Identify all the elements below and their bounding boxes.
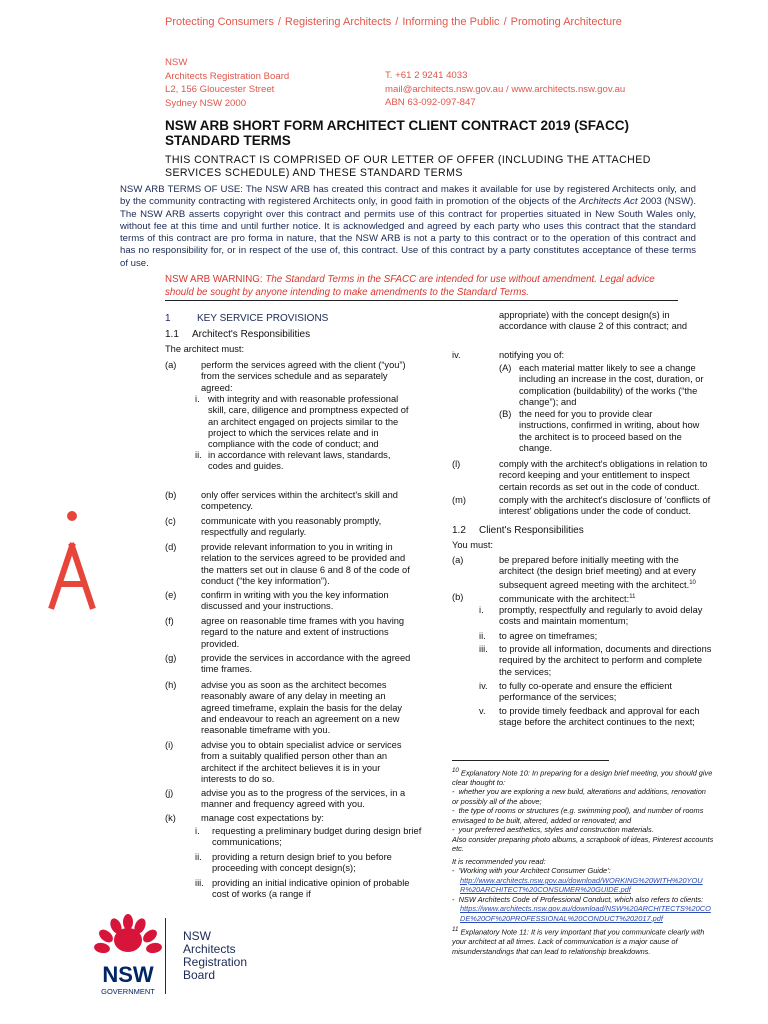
clause-label: i.	[195, 826, 200, 836]
clause-text-body: comply with the architect's obligations in relation to record keeping and your entitlement to inspect certain records as set out in the code of conduct.	[499, 459, 708, 492]
header-address	[165, 56, 289, 110]
subsection-number: 1.1	[165, 329, 179, 340]
clause-text-body: comply with the architect's disclosure of 'conflicts of interest' obligations under the code of conduct.	[499, 495, 711, 517]
clause-label: (l)	[452, 459, 461, 469]
clause-text-body: advise you as to the progress of the services, in a manner and frequency agreed with you.	[201, 788, 406, 810]
footnote-10-item-text: the type of rooms or structures (e.g. swimming pool), and number of rooms envisaged to be built, altered, added or renovated; and	[452, 806, 704, 825]
warning-label: NSW ARB WARNING:	[165, 274, 263, 285]
clause-label: (g)	[165, 653, 177, 663]
clause-text-body: confirm in writing with you the key information discussed and your instructions.	[201, 590, 389, 612]
footnote-10-marker: 10	[452, 767, 459, 774]
clause-label: (m)	[452, 495, 466, 505]
clause-text-body: providing an initial indicative opinion of probable cost of works (a range if	[212, 878, 410, 900]
header-phone: T. +61 2 9241 4033	[385, 70, 468, 81]
clause-label: (a)	[165, 360, 177, 370]
clause-text	[201, 740, 416, 785]
clause-text-body: providing a return design brief to you before proceeding with concept design(s);	[212, 852, 392, 874]
clause-text	[499, 706, 714, 729]
clause-text	[208, 450, 413, 473]
clause-text-body: requesting a preliminary budget during design brief communications;	[212, 826, 422, 848]
clause-text-body: communicate with the architect:	[499, 594, 630, 605]
clause-text-body: perform the services agreed with the client (“you”) from the services schedule and as separately agreed:	[201, 360, 406, 393]
clause-text	[499, 631, 714, 642]
clause-label: i.	[479, 605, 484, 615]
header-abn: ABN 63-092-097-847	[385, 97, 476, 109]
section-title: KEY SERVICE PROVISIONS	[197, 313, 329, 324]
subsection-number-2: 1.2	[452, 525, 466, 536]
header-city: Sydney NSW 2000	[165, 97, 247, 109]
clause-text-body: communicate with you reasonably promptly, respectfully and regularly.	[201, 516, 382, 538]
clause-text-body: agree on reasonable time frames with you having regard to the nature and extent of instructions provided.	[201, 616, 405, 649]
clause-label: (B)	[499, 409, 512, 419]
logo-divider	[165, 918, 166, 994]
footnote-read2-text: NSW Architects Code of Professional Conduct, which also refers to clients:	[458, 894, 704, 904]
clause-label: ii.	[479, 631, 486, 641]
divider	[165, 300, 678, 301]
tagline-item: Informing the Public	[402, 16, 500, 28]
footnote-10-item-text: whether you are exploring a new build, alterations and additions, renovation or possibly all of the above;	[452, 787, 706, 806]
subsection-heading-2	[452, 525, 584, 536]
clause-label: v.	[479, 706, 486, 716]
clause-text-body: notifying you of:	[499, 350, 565, 360]
terms-text-b: 2003 (NSW). The NSW ARB asserts copyright over this contract and permits use of this contract for properties situated in New South Wales only, without fee at this time and until further notice. It is acknowledged and agreed by each party who uses this contract that the standard terms of this contract are pro forma in nature, that the NSW ARB is not a party to this contract or to the operation of this contract and has no responsibility for, or in respect of the use of, this contract. Use of this contract by a party constitutes acceptance of these terms of use.	[120, 196, 696, 269]
clause-text-body: with integrity and with reasonable professional skill, care, diligence and promptness expected of an architect engaged on projects similar to the project to which the services relate and in compliance with the code of conduct; and	[208, 394, 409, 450]
clause-text-body: to agree on timeframes;	[499, 631, 598, 641]
terms-act: Architects Act	[579, 196, 638, 208]
clause-label: iv.	[479, 681, 488, 691]
clause-text-body: only offer services within the architect's skill and competency.	[201, 490, 398, 512]
clause-text-body: appropriate) with the concept design(s) in accordance with clause 2 of this contract; and	[499, 310, 688, 332]
footnote-10-read1: - 'Working with your Architect Consumer Guide':	[452, 866, 611, 876]
intro-text-2: You must:	[452, 540, 494, 550]
header-street: L2, 156 Gloucester Street	[165, 84, 275, 96]
document-title: NSW ARB SHORT FORM ARCHITECT CLIENT CONTRACT 2019 (SFACC) STANDARD TERMS	[165, 118, 629, 148]
arb-name-line: Board	[183, 968, 216, 982]
clause-text	[499, 644, 714, 678]
clause-text-body: advise you to obtain specialist advice or services from a suitably qualified person other than an architect if the architect believes it is in your interests to do so.	[201, 740, 402, 784]
clause-text-body: advise you as soon as the architect becomes reasonably aware of any delay in meeting an agreed timeframe, explain the basis for the delay and endeavour to reach an agreement on a new reasonable timeframe with you.	[201, 680, 403, 736]
right-column	[452, 310, 717, 760]
clause-text-body: manage cost expectations by:	[201, 813, 324, 823]
clause-text	[201, 653, 416, 676]
footnote-11-marker: 11	[452, 926, 459, 934]
footnote-10-head	[452, 766, 714, 787]
clause-text	[201, 360, 416, 394]
clause-label: (j)	[165, 788, 174, 798]
clause-text-body: provide relevant information to you in writing in relation to the services agreed to be provided and the matters set out in clause 6 and 8 of the code of conduct (“the key information”).	[201, 542, 410, 586]
clause-label: (e)	[165, 590, 177, 600]
document-subtitle: THIS CONTRACT IS COMPRISED OF OUR LETTER OF OFFER (INCLUDING THE ATTACHED SERVICES SCHEDULE) AND THESE STANDARD TERMS	[165, 154, 651, 179]
footnotes	[452, 766, 714, 956]
clause-text-body: be prepared before initially meeting with the architect (the design brief meeting) and at every subsequent agreed meeting with the architect.	[499, 555, 696, 590]
clause-label: (k)	[165, 813, 176, 823]
nsw-logo-text: NSW	[102, 962, 154, 987]
consumer-guide-link[interactable]: http://www.architects.nsw.gov.au/download/WORKING%20WITH%20YOUR%20ARCHITECT%20CONSUMER%20GUIDE.pdf	[460, 875, 703, 895]
clause-text	[499, 681, 714, 704]
clause-label: (f)	[165, 616, 174, 626]
clause-text	[201, 813, 416, 824]
arb-name-line: NSW	[183, 929, 211, 943]
footnote-ref[interactable]: 11	[629, 594, 636, 600]
clause-text	[201, 516, 416, 539]
clause-text	[499, 310, 714, 333]
clause-label: iv.	[452, 350, 461, 360]
subsection-title-2: Client's Responsibilities	[479, 525, 584, 536]
footnote-10-also: Also consider preparing photo albums, a scrapbook of ideas, Pinterest accounts etc.	[452, 834, 714, 854]
footnote-10-rec: It is recommended you read:	[452, 856, 546, 866]
clause-label: ii.	[195, 852, 202, 862]
arb-name-line: Architects	[183, 942, 236, 956]
clause-text	[201, 788, 416, 811]
footnote-10-item: - the type of rooms or structures (e.g. swimming pool), and number of rooms envisaged to be built, altered, added or renovated; and	[452, 806, 704, 825]
header-org-short: NSW	[165, 57, 188, 68]
clause-label: iii.	[195, 878, 204, 888]
arb-logo-name	[183, 930, 247, 982]
clause-text-body: in accordance with relevant laws, standards, codes and guides.	[208, 450, 391, 472]
clause-text-body: to provide timely feedback and approval for each stage before the architect continues to the next;	[499, 706, 700, 728]
footnote-10-read2: - NSW Architects Code of Professional Conduct, which also refers to clients:	[452, 894, 704, 904]
clause-label: ii.	[195, 450, 202, 460]
subsection-title: Architect's Responsibilities	[192, 329, 311, 340]
clause-label: (b)	[165, 490, 177, 500]
clause-text	[208, 394, 413, 450]
clause-label: (b)	[452, 592, 464, 602]
clause-text	[499, 459, 714, 493]
clause-text	[201, 490, 416, 513]
subsection-heading	[165, 329, 311, 340]
footnote-link-1[interactable]	[452, 876, 714, 895]
government-logo-text: GOVERNMENT	[101, 987, 155, 996]
arb-name-line: Registration	[183, 955, 248, 969]
nsw-waratah-logo-icon	[88, 912, 168, 1002]
clause-text	[212, 826, 422, 849]
clause-text	[519, 363, 704, 408]
footnote-read1-text: 'Working with your Architect Consumer Guide':	[458, 866, 611, 876]
clause-text-body: the need for you to provide clear instructions, confirmed in writing, about how the architect is to proceed based on the change.	[519, 409, 700, 453]
clause-text-body: each material matter likely to see a change including an increase in the cost, duration, or complication (buildability) of the works (“the change”); and	[519, 363, 704, 407]
footnote-ref[interactable]: 10	[689, 579, 696, 586]
footnote-link-2[interactable]	[452, 904, 714, 923]
terms-text-a: The NSW ARB has created this contract and makes it available for use by registered Architects only, and by the community contracting with registered Architects only, in good faith in promotion of the objects of the	[120, 184, 696, 208]
clause-text-body: to provide all information, documents and directions required by the architect to perform and complete the services;	[499, 644, 712, 677]
section-heading	[165, 313, 329, 324]
terms-of-use	[120, 184, 696, 270]
clause-text	[499, 350, 714, 361]
clause-text	[201, 680, 416, 736]
left-column	[165, 310, 425, 910]
clause-text	[499, 555, 714, 591]
tagline-item: Promoting Architecture	[510, 16, 622, 28]
footnote-11	[452, 925, 714, 956]
clause-label: (a)	[452, 555, 464, 565]
tagline-sep: /	[277, 16, 281, 28]
clause-text	[499, 495, 714, 518]
clause-label: i.	[195, 394, 200, 404]
footnote-10-item-text: your preferred aesthetics, styles and construction materials.	[458, 825, 654, 835]
footnote-11-text: Explanatory Note 11: It is very important that you communicate clearly with your architect at all times. Lack of communication is a major cause of misunderstandings that can lead to relationship breakdowns.	[452, 927, 705, 956]
tagline-item: Protecting Consumers	[165, 16, 274, 28]
clause-text-body: promptly, respectfully and regularly to avoid delay costs and maintain momentum;	[499, 605, 703, 627]
tagline-sep: /	[503, 16, 507, 28]
tagline-item: Registering Architects	[284, 16, 392, 28]
clause-label: (c)	[165, 516, 176, 526]
clause-text-body: provide the services in accordance with the agreed time frames.	[201, 653, 411, 675]
clause-text	[212, 878, 422, 901]
clause-label: (h)	[165, 680, 177, 690]
clause-text-body: to fully co-operate and ensure the efficient performance of the services;	[499, 681, 672, 703]
tagline	[165, 16, 622, 28]
clause-label: iii.	[479, 644, 488, 654]
intro-text: The architect must:	[165, 344, 245, 354]
footnote-divider	[452, 760, 609, 761]
clause-text	[201, 616, 416, 650]
clause-text	[499, 605, 714, 628]
arb-a-logo-icon	[48, 510, 108, 618]
clause-text	[201, 590, 416, 613]
clause-label: (d)	[165, 542, 177, 552]
header-web-links[interactable]: mail@architects.nsw.gov.au / www.architects.nsw.gov.au	[385, 83, 626, 95]
terms-label: NSW ARB TERMS OF USE:	[120, 184, 243, 195]
header-org: Architects Registration Board	[165, 70, 290, 82]
clause-text	[212, 852, 422, 875]
footnote-10-text: Explanatory Note 10: In preparing for a design brief meeting, you should give clear thought to:	[452, 768, 713, 787]
section-number: 1	[165, 313, 171, 324]
clause-label: (i)	[165, 740, 174, 750]
code-of-conduct-link[interactable]: https://www.architects.nsw.gov.au/download/NSW%20ARCHITECTS%20CODE%20OF%20PROFESSIONAL%20CONDUCT%202017.pdf	[460, 904, 711, 923]
warning-block	[165, 273, 685, 299]
clause-text	[519, 409, 704, 454]
header-contact	[385, 69, 625, 110]
clause-label: (A)	[499, 363, 512, 373]
footnote-10-item: - your preferred aesthetics, styles and construction materials.	[452, 825, 654, 835]
tagline-sep: /	[395, 16, 399, 28]
footnote-10-item: - whether you are exploring a new build, alterations and additions, renovation or possibly all of the above;	[452, 787, 706, 806]
clause-text	[499, 592, 714, 605]
clause-text	[201, 542, 416, 587]
warning-text: The Standard Terms in the SFACC are intended for use without amendment. Legal advice should be sought by anyone intending to make amendments to the Standard Terms.	[165, 274, 655, 298]
